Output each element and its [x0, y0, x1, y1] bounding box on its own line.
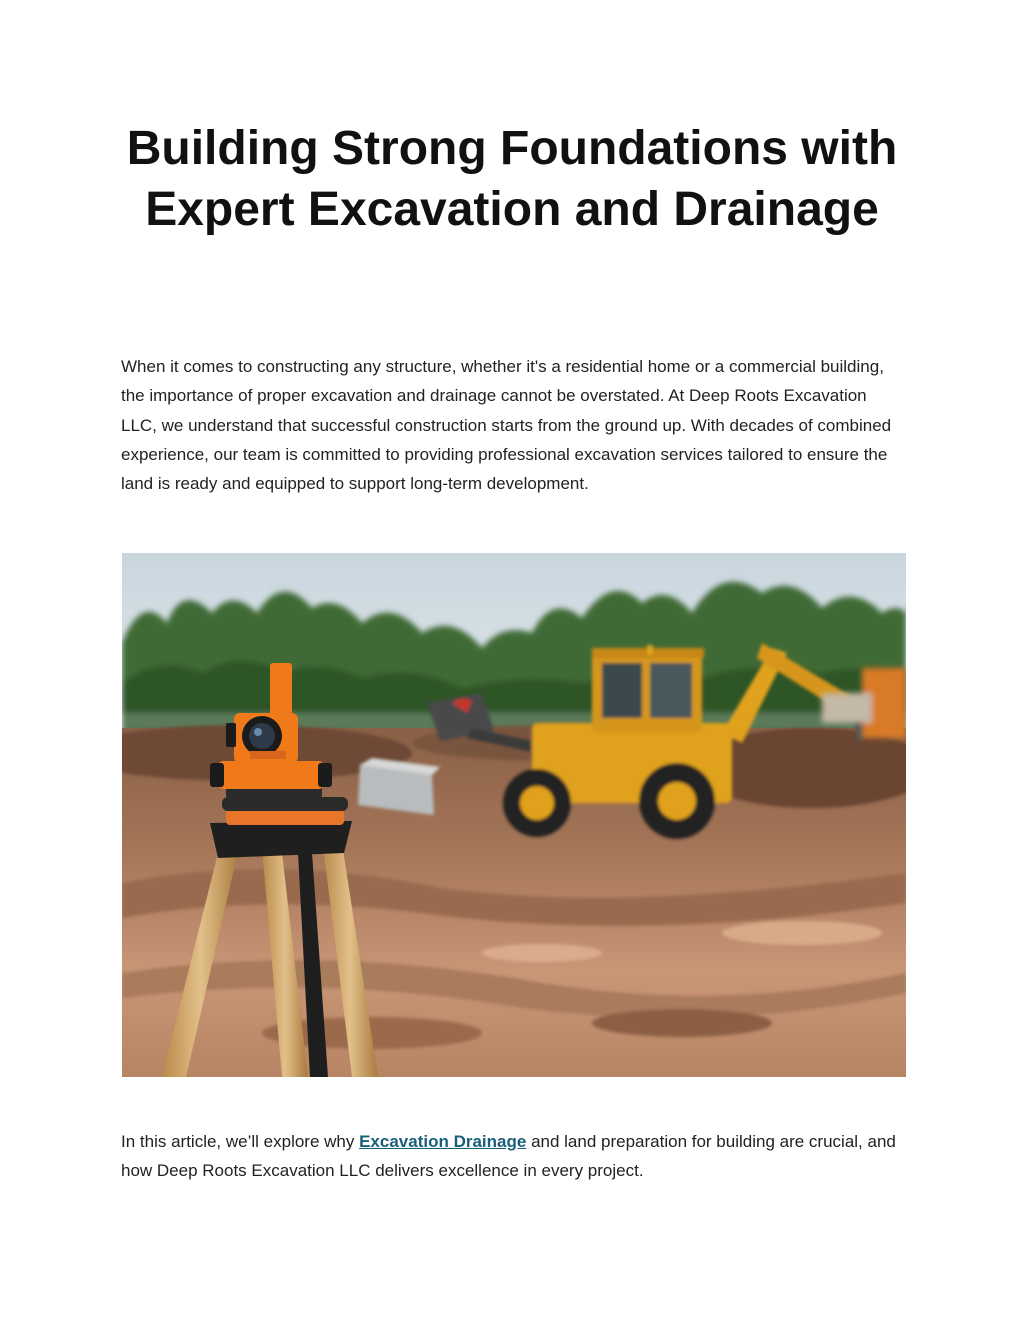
- closing-paragraph: [121, 1127, 901, 1186]
- intro-paragraph: When it comes to constructing any structure, whether it's a residential home or a commercial building, the importance of proper excavation and drainage cannot be overstated. At Deep Roots Excavation LLC, we understand that successful construction starts from the ground up. With decades of combined experience, our team is committed to providing professional excavation services tailored to ensure the land is ready and equipped to support long-term development.: [121, 357, 892, 494]
- construction-site-photo: [122, 553, 906, 1077]
- concrete-block: [358, 758, 440, 815]
- article-title: Building Strong Foundations with Expert Excavation and Drainage: [126, 122, 898, 236]
- closing-text-before: In this article, we’ll explore why: [121, 1132, 360, 1151]
- excavation-drainage-link[interactable]: Excavation Drainage: [359, 1132, 527, 1151]
- closing-text-after: and land preparation for building are crucial, and how Deep Roots Excavation LLC delivers excellence in every project.: [121, 1132, 896, 1181]
